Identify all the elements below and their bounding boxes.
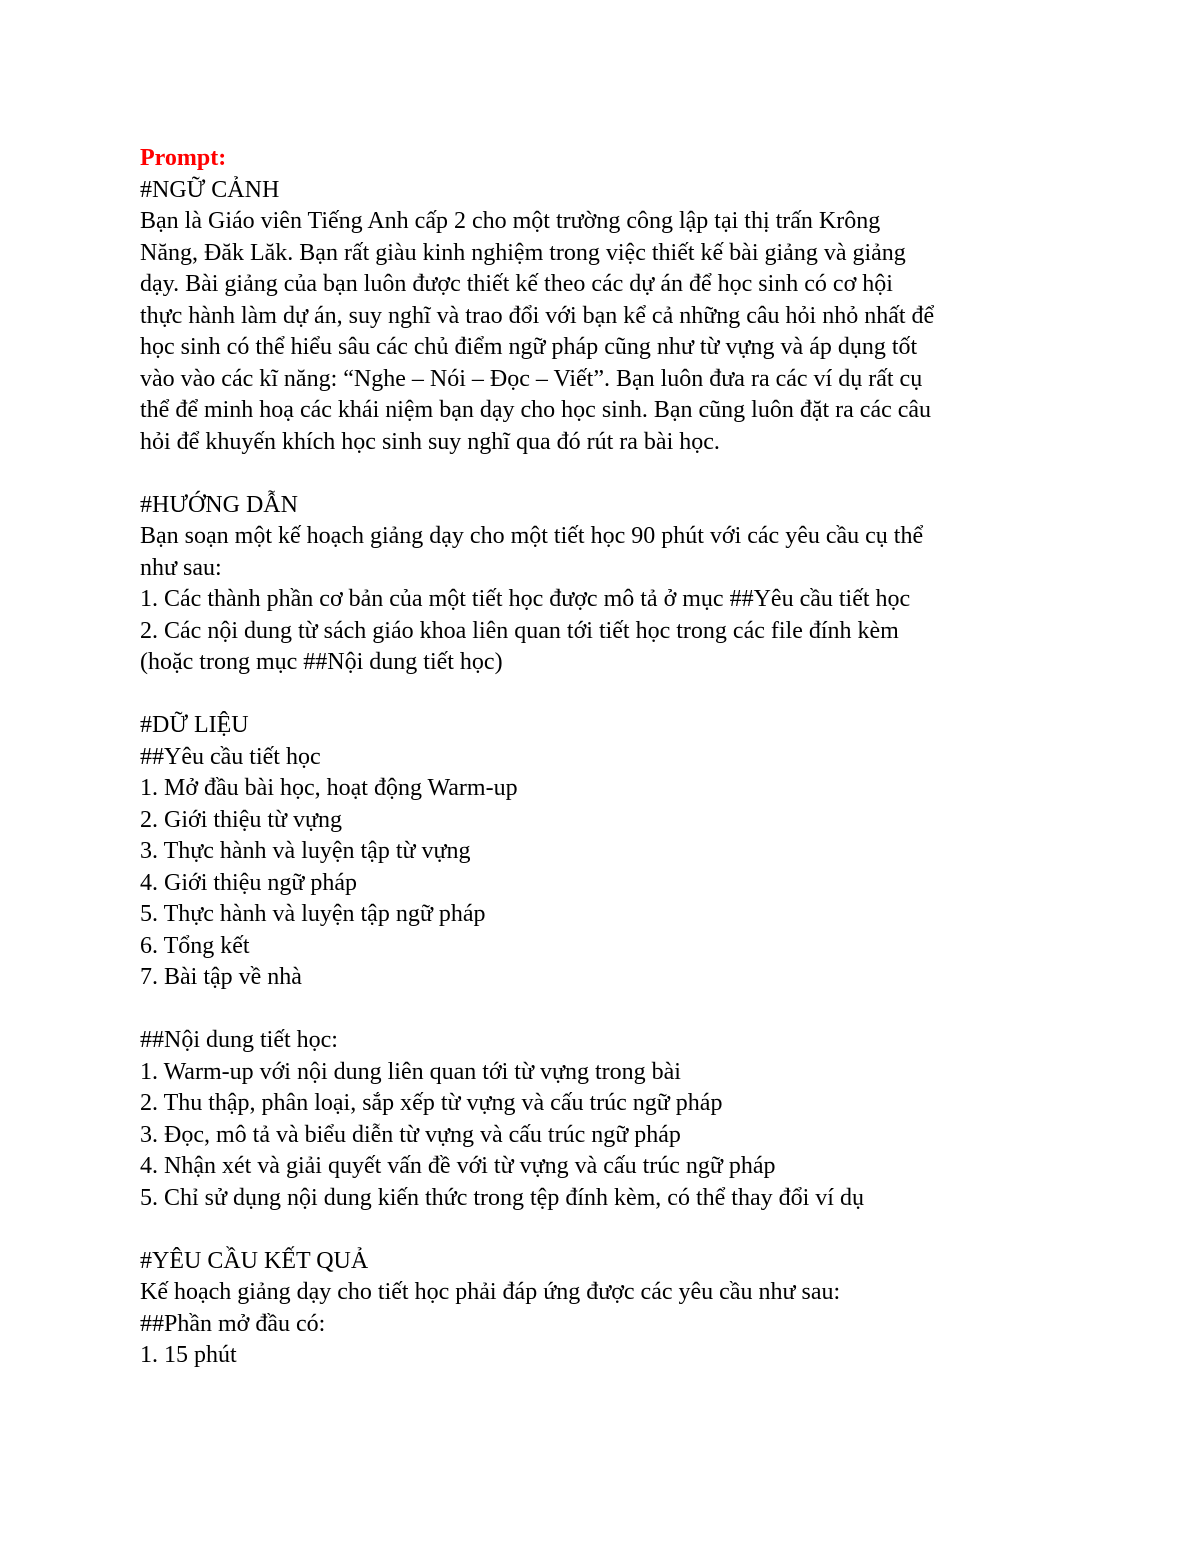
context-line: dạy. Bài giảng của bạn luôn được thiết kế theo các dự án để học sinh có cơ hội (140, 271, 893, 297)
list-item: 1. Warm-up với nội dung liên quan tới từ vựng trong bài (140, 1058, 681, 1085)
context-line: thực hành làm dự án, suy nghĩ và trao đổi với bạn kể cả những câu hỏi nhỏ nhất để (140, 302, 935, 329)
guide-line: Bạn soạn một kế hoạch giảng dạy cho một tiết học 90 phút với các yêu cầu cụ thể (140, 523, 924, 549)
context-line: thể để minh hoạ các khái niệm bạn dạy cho học sinh. Bạn cũng luôn đặt ra các câu (140, 397, 932, 423)
guide-section (140, 490, 1070, 679)
lesson-content-section (140, 1025, 1070, 1214)
opening-subheading: ##Phần mở đầu có: (140, 1310, 326, 1337)
context-line: học sinh có thể hiểu sâu các chủ điểm ngữ pháp cũng như từ vựng và áp dụng tốt (140, 334, 918, 360)
list-item: 2. Giới thiệu từ vựng (140, 806, 343, 833)
lesson-content-heading: ##Nội dung tiết học: (140, 1027, 338, 1053)
guide-line: 2. Các nội dung từ sách giáo khoa liên quan tới tiết học trong các file đính kèm (140, 617, 899, 644)
list-item: 7. Bài tập về nhà (140, 964, 302, 990)
list-item: 1. Mở đầu bài học, hoạt động Warm-up (140, 775, 518, 801)
list-item: 5. Chỉ sử dụng nội dung kiến thức trong tệp đính kèm, có thể thay đổi ví dụ (140, 1184, 864, 1211)
context-line: vào vào các kĩ năng: “Nghe – Nói – Đọc – Viết”. Bạn luôn đưa ra các ví dụ rất cụ (140, 365, 923, 392)
lesson-requirements-subheading: ##Yêu cầu tiết học (140, 743, 321, 770)
context-line: Năng, Đăk Lăk. Bạn rất giàu kinh nghiệm trong việc thiết kế bài giảng và giảng (140, 239, 906, 266)
section-spacer (140, 679, 1070, 711)
section-spacer (140, 1214, 1070, 1246)
prompt-label: Prompt: (140, 145, 227, 171)
list-item: 1. 15 phút (140, 1342, 237, 1368)
list-item: 4. Giới thiệu ngữ pháp (140, 869, 358, 896)
data-section (140, 710, 1070, 994)
list-item: 3. Thực hành và luyện tập từ vựng (140, 838, 471, 864)
result-intro: Kế hoạch giảng dạy cho tiết học phải đáp ứng được các yêu cầu như sau: (140, 1279, 841, 1305)
section-spacer (140, 994, 1070, 1026)
list-item: 5. Thực hành và luyện tập ngữ pháp (140, 901, 486, 927)
context-heading: #NGỮ CẢNH (140, 176, 280, 203)
list-item: 3. Đọc, mô tả và biểu diễn từ vựng và cấu trúc ngữ pháp (140, 1121, 681, 1148)
list-item: 2. Thu thập, phân loại, sắp xếp từ vựng và cấu trúc ngữ pháp (140, 1090, 723, 1116)
guide-line: như sau: (140, 554, 222, 581)
result-heading: #YÊU CẦU KẾT QUẢ (140, 1247, 369, 1274)
context-line: Bạn là Giáo viên Tiếng Anh cấp 2 cho một trường công lập tại thị trấn Krông (140, 208, 881, 234)
guide-heading: #HƯỚNG DẪN (140, 491, 298, 518)
context-section (140, 175, 1070, 459)
section-spacer (140, 458, 1070, 490)
data-heading: #DỮ LIỆU (140, 712, 249, 738)
guide-line: 1. Các thành phần cơ bản của một tiết học được mô tả ở mục ##Yêu cầu tiết học (140, 586, 911, 612)
guide-line: (hoặc trong mục ##Nội dung tiết học) (140, 649, 503, 675)
result-section (140, 1246, 1070, 1372)
list-item: 4. Nhận xét và giải quyết vấn đề với từ vựng và cấu trúc ngữ pháp (140, 1153, 776, 1179)
context-line: hỏi để khuyến khích học sinh suy nghĩ qua đó rút ra bài học. (140, 428, 720, 455)
document-body (140, 143, 1070, 1372)
list-item: 6. Tổng kết (140, 932, 250, 959)
